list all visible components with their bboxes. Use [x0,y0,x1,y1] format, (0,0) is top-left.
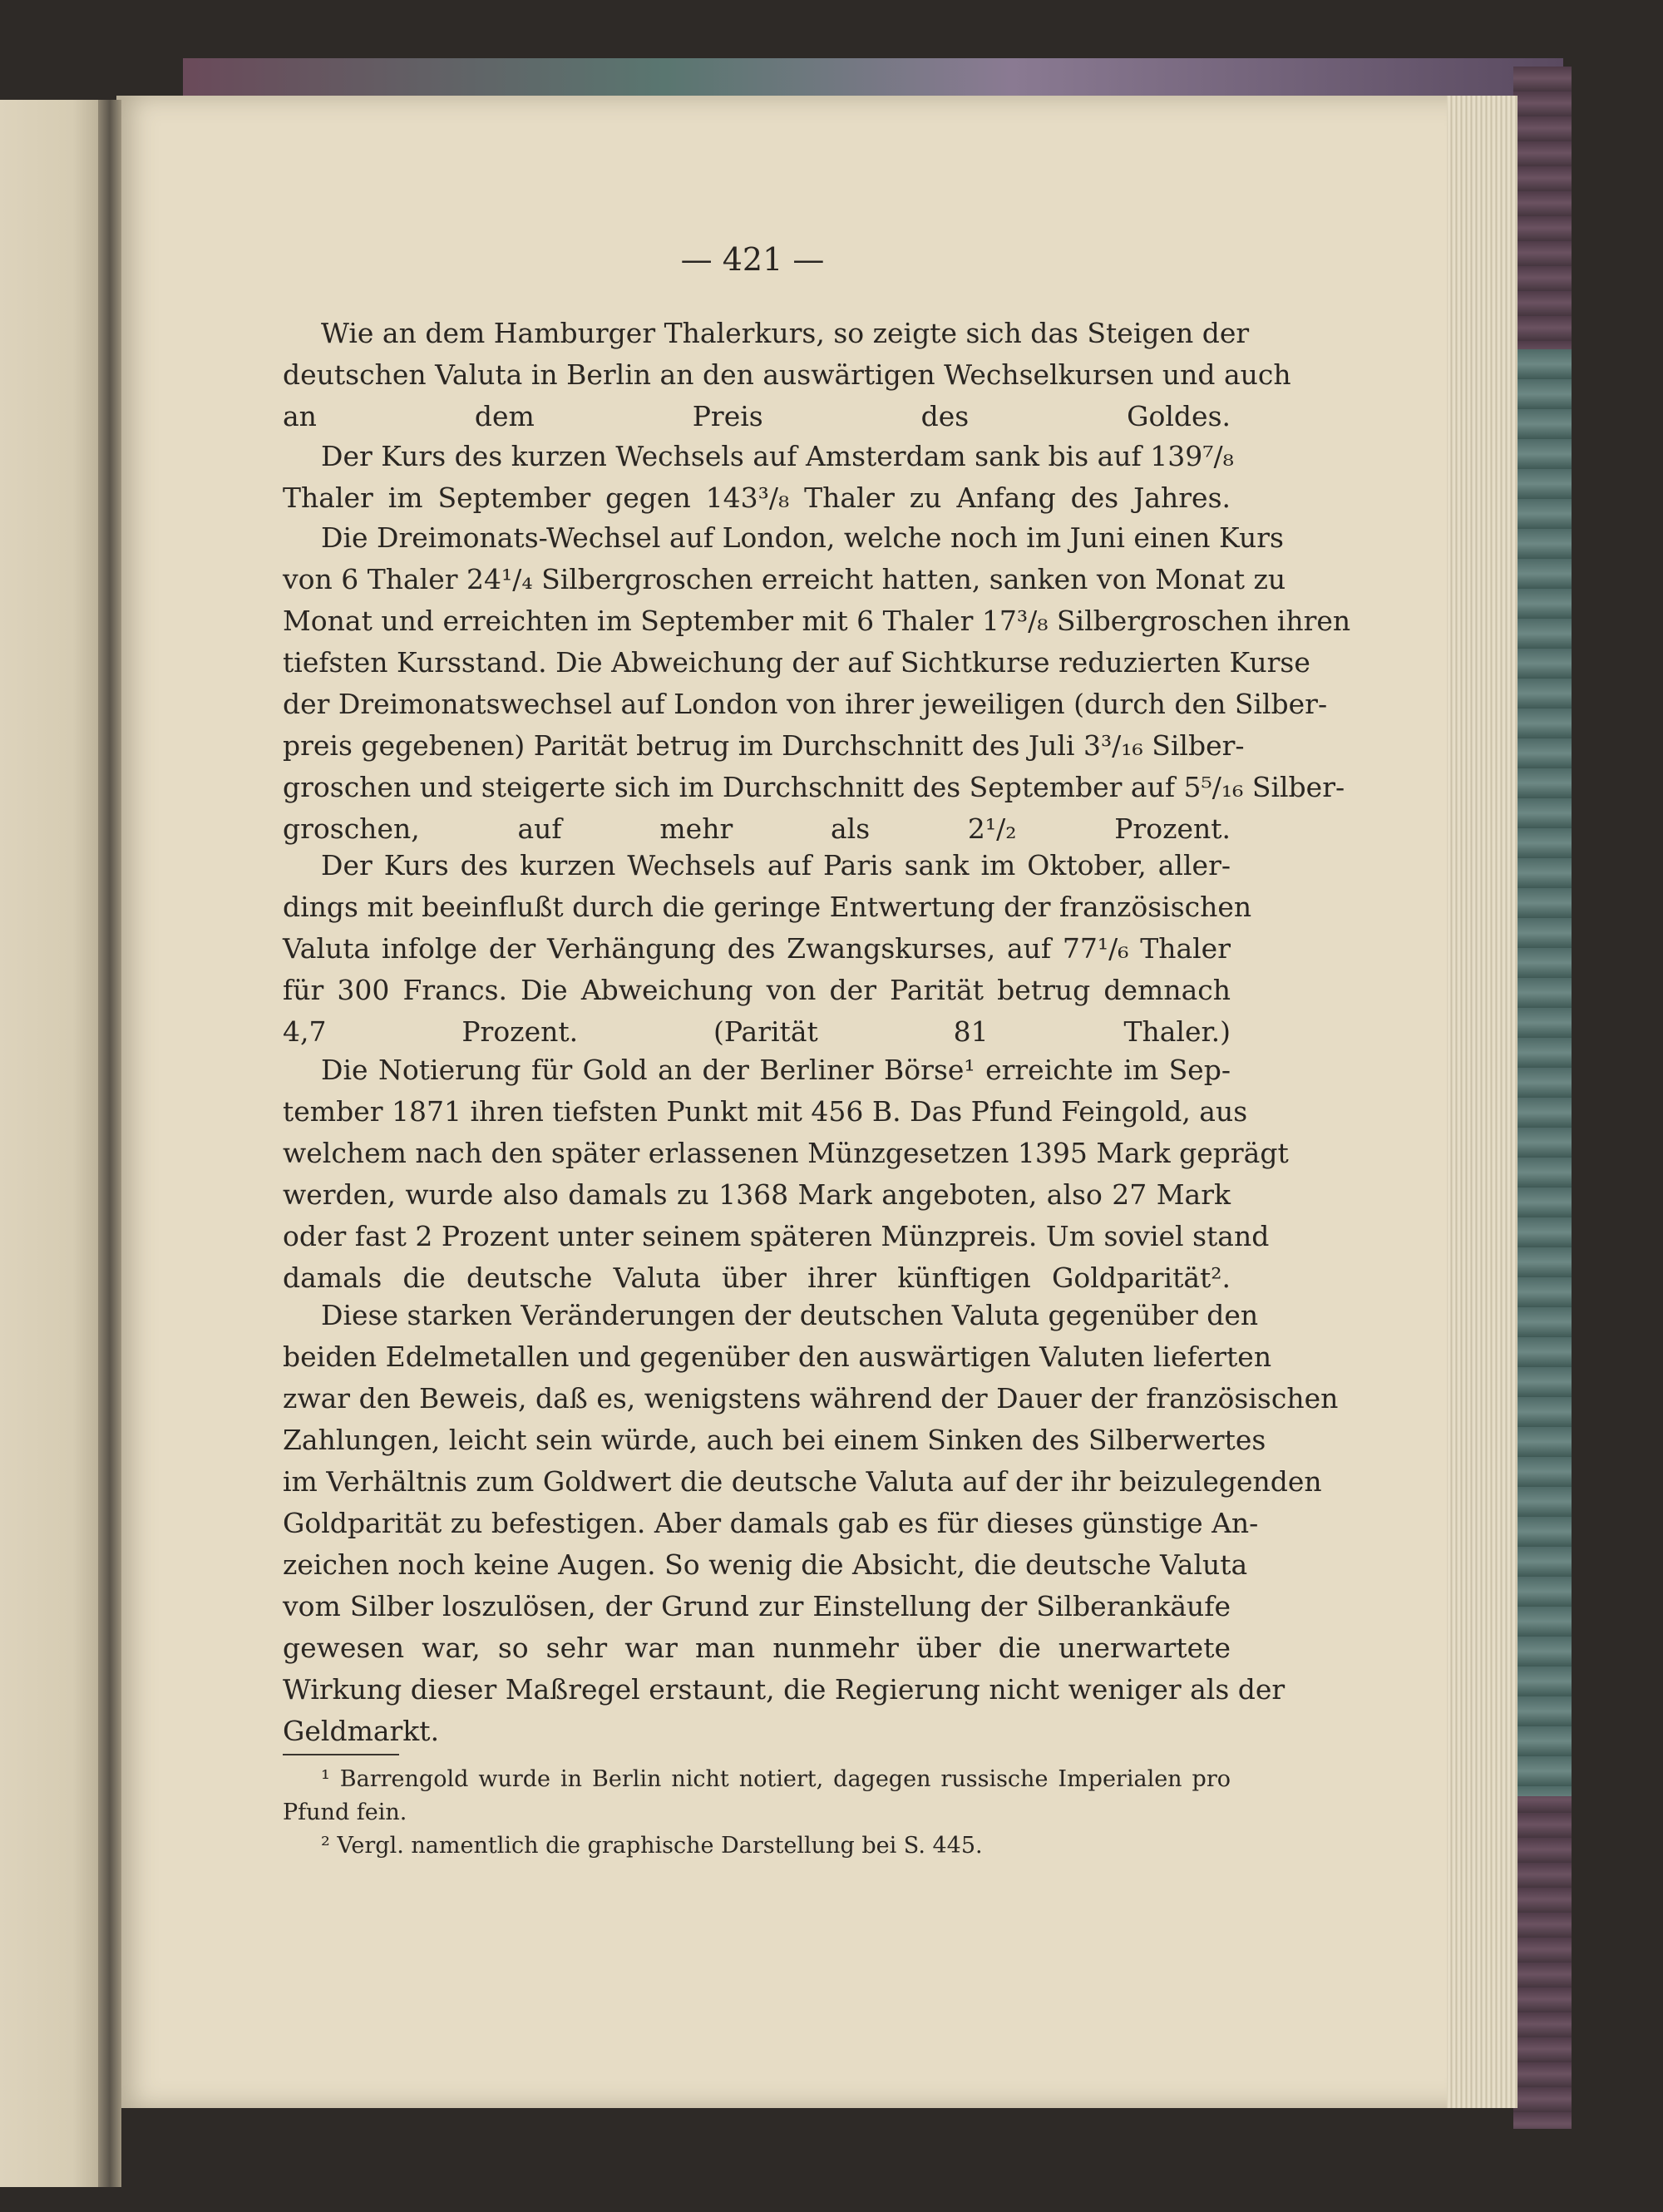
text-line: tiefsten Kursstand. Die Abweichung der auf Sichtkurse reduzierten Kurse [283,646,1310,679]
paragraph-5 [283,1049,1289,1299]
text-line: Der Kurs des kurzen Wechsels auf Paris sank im Oktober, aller- [321,849,1231,881]
paragraph-3 [283,517,1351,850]
footnote-2 [283,1829,1231,1863]
text-line: Goldparität zu befestigen. Aber damals gab es für dieses günstige An- [283,1507,1259,1539]
cover-marbled-edge [1513,349,1572,1796]
text-line: Valuta infolge der Verhängung des Zwangskurses, auf 77¹/₆ Thaler [283,932,1231,965]
text-line: Geldmarkt. [283,1715,440,1747]
text-line: Monat und erreichten im September mit 6 Thaler 17³/₈ Silbergroschen ihren [283,605,1351,637]
text-line: zwar den Beweis, daß es, wenigstens während der Dauer der französischen [283,1382,1339,1415]
footnote-line: Pfund fein. [283,1800,407,1825]
text-line: Diese starken Veränderungen der deutschen Valuta gegenüber den [321,1299,1259,1331]
text-line: für 300 Francs. Die Abweichung von der Parität betrug demnach [283,974,1231,1006]
paragraph-4 [283,845,1252,1053]
footnote-1 [283,1763,1231,1829]
text-line: groschen und steigerte sich im Durchschnitt des September auf 5⁵/₁₆ Silber- [283,771,1345,803]
page-fore-edge [1447,96,1517,2108]
text-line: von 6 Thaler 24¹/₄ Silbergroschen erreicht hatten, sanken von Monat zu [283,563,1286,595]
text-line: welchem nach den später erlassenen Münzgesetzen 1395 Mark geprägt [283,1137,1289,1169]
book-gutter [98,100,121,2187]
paragraph-2 [283,436,1234,519]
paragraph-6 [283,1295,1339,1752]
text-line: Thaler im September gegen 143³/₈ Thaler zu Anfang des Jahres. [283,481,1231,514]
text-line: groschen, auf mehr als 2¹/₂ Prozent. [283,812,1231,845]
text-line: Zahlungen, leicht sein würde, auch bei einem Sinken des Silberwertes [283,1424,1266,1456]
text-line: Die Dreimonats-Wechsel auf London, welche noch im Juni einen Kurs [321,521,1284,554]
text-line: werden, wurde also damals zu 1368 Mark angeboten, also 27 Mark [283,1178,1231,1211]
text-line: oder fast 2 Prozent unter seinem späteren Münzpreis. Um soviel stand [283,1220,1270,1252]
footnote-rule [283,1754,399,1755]
text-line: deutschen Valuta in Berlin an den auswärtigen Wechselkursen und auch [283,358,1291,391]
text-line: damals die deutsche Valuta über ihrer künftigen Goldparität². [283,1262,1231,1294]
text-line: im Verhältnis zum Goldwert die deutsche Valuta auf der ihr beizulegenden [283,1465,1322,1498]
text-line: Der Kurs des kurzen Wechsels auf Amsterdam sank bis auf 139⁷/₈ [321,440,1234,472]
text-line: dings mit beeinflußt durch die geringe Entwertung der französischen [283,891,1252,923]
text-line: Wirkung dieser Maßregel erstaunt, die Regierung nicht weniger als der [283,1673,1285,1706]
text-line: Die Notierung für Gold an der Berliner Börse¹ erreichte im Sep- [321,1054,1231,1086]
footnote-line: ² Vergl. namentlich die graphische Darstellung bei S. 445. [321,1833,983,1859]
text-line: beiden Edelmetallen und gegenüber den auswärtigen Valuten lieferten [283,1341,1272,1373]
text-line: 4,7 Prozent. (Parität 81 Thaler.) [283,1015,1231,1048]
page-number: — 421 — [680,241,825,278]
text-line: an dem Preis des Goldes. [283,400,1231,432]
footnote-line: ¹ Barrengold wurde in Berlin nicht notiert, dagegen russische Imperialen pro [321,1766,1231,1792]
text-line: Wie an dem Hamburger Thalerkurs, so zeigte sich das Steigen der [321,317,1250,349]
text-line: preis gegebenen) Parität betrug im Durchschnitt des Juli 3³/₁₆ Silber- [283,729,1245,762]
text-line: der Dreimonatswechsel auf London von ihrer jeweiligen (durch den Silber- [283,688,1328,720]
left-page-edge [0,100,104,2187]
text-line: tember 1871 ihren tiefsten Punkt mit 456 B. Das Pfund Feingold, aus [283,1095,1248,1128]
text-line: gewesen war, so sehr war man nunmehr über die unerwartete [283,1632,1231,1664]
text-line: zeichen noch keine Augen. So wenig die Absicht, die deutsche Valuta [283,1548,1248,1581]
text-line: vom Silber loszulösen, der Grund zur Einstellung der Silberankäufe [283,1590,1231,1622]
paragraph-1 [283,313,1291,437]
